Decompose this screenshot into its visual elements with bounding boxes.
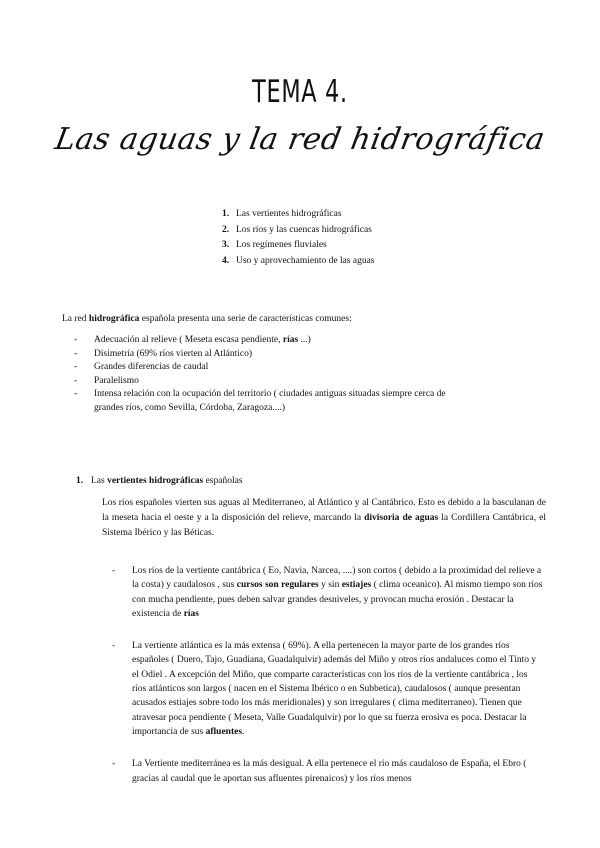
- list-item: - Los ríos de la vertiente cantábrica ( Eo, Navia, Narcea, ....) son cortos ( debido a la proximidad del relieve a la costa) y caudalosos , sus cursos son regulares y sin estiajes ( clima oceanico). Al mismo tiempo son ríos con mucha pendiente, pues deben salvar grandes desniveles, y provocan mucha erosión . Destacar la existencia de rías: [112, 564, 544, 621]
- page-subtitle: Las aguas y la red hidrográfica: [52, 122, 548, 157]
- list-item: - Adecuación al relieve ( Meseta escasa pendiente, rías ...): [74, 334, 454, 348]
- list-item: - Disimetría (69% ríos vierten al Atlántico): [74, 348, 454, 362]
- vertientes-list: [112, 564, 544, 804]
- list-item: - Intensa relación con la ocupación del territorio ( ciudades antiguas situadas siempre cerca de grandes ríos, como Sevilla, Córdoba, Zaragoza....): [74, 388, 454, 415]
- topic-index: [222, 207, 375, 269]
- index-item: 1. Las vertientes hidrográficas: [222, 209, 342, 219]
- section-paragraph: Los ríos españoles vierten sus aguas al Mediterraneo, al Atlántico y al Cantábrico. Esto es debido a la basculanan de la meseta hacia el oeste y a la disposición del relieve, marcando la divisoria de aguas la Cordillera Cantábrica, el Sistema Ibérico y las Béticas.: [102, 498, 546, 538]
- index-item: 3. Los regímenes fluviales: [222, 240, 327, 250]
- index-item: 2. Los ríos y las cuencas hidrográficas: [222, 224, 372, 235]
- index-item: 4. Uso y aprovechamiento de las aguas: [222, 255, 375, 266]
- list-item: - La vertiente atlántica es la más extensa ( 69%). A ella pertenecen la mayor parte de los grandes ríos españoles ( Duero, Tajo, Guadiana, Guadalquivir) además del Miño y otros ríos andaluces como el Tinto y el Odiel . A excepción del Miño, que comparte características con los ríos de la vertiente cantábrica , los ríos atlánticos son largos ( nacen en el Sistema Ibérico o en Subbetica), caudalosos ( aunque presentan acusados estiajes sobre todo los más meridionales) y son irregulares ( clima mediterraneo). Tienen que atravesar poca pendiente ( Meseta, Valle Guadalquivir) por lo que su fuerza erosiva es poca. Destacar la importancia de sus afluentes.: [112, 639, 544, 739]
- list-item: - Grandes diferencias de caudal: [74, 361, 454, 375]
- page-title: TEMA 4.: [252, 74, 348, 110]
- list-item: - La Vertiente mediterránea es la más desigual. A ella pertenece el río más caudaloso de España, el Ebro ( gracias al caudal que le aportan sus afluentes pirenaicos) y los ríos menos: [112, 757, 544, 786]
- intro-paragraph: La red hidrográfica española presenta una serie de características comunes:: [62, 314, 352, 324]
- characteristics-list: [74, 334, 454, 415]
- list-item: - Paralelismo: [74, 375, 454, 389]
- section-heading: 1. Las vertientes hidrográficas españolas: [76, 476, 243, 486]
